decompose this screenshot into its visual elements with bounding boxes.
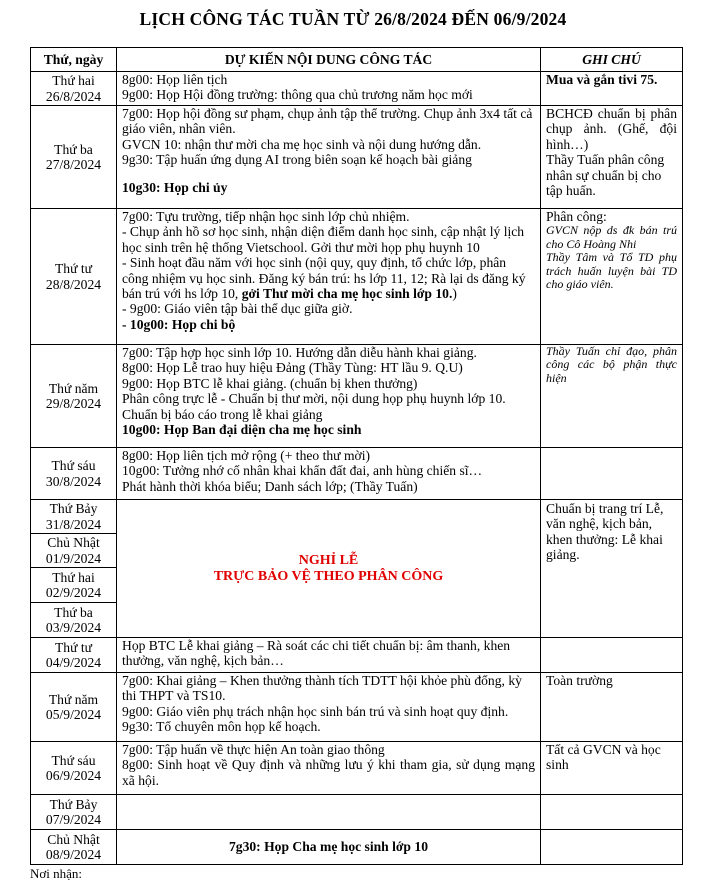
table-row — [31, 500, 683, 534]
weekday: Thứ sáu — [51, 752, 96, 768]
table-row — [31, 795, 683, 830]
note-line: Thầy Tâm và Tổ TD phụ trách huấn luyện bài TD cho giáo viên. — [546, 250, 677, 292]
page-title: LỊCH CÔNG TÁC TUẦN TỪ 26/8/2024 ĐẾN 06/9/2024 — [139, 9, 567, 29]
date: 01/9/2024 — [45, 550, 102, 566]
weekday: Thứ tư — [54, 639, 92, 655]
note-cell — [541, 673, 683, 742]
content-line: 10g00: Họp Ban đại diện cha mẹ học sinh — [122, 422, 362, 438]
note-line: Phân công: — [546, 209, 607, 224]
table-row — [31, 448, 683, 500]
weekday: Thứ Bảy — [49, 796, 98, 812]
content-text: ) — [452, 286, 457, 302]
date: 31/8/2024 — [45, 516, 102, 532]
note-line: Thầy Tuấn chỉ đạo, phân công các bộ phận thực hiện — [546, 344, 677, 385]
weekday: Chủ Nhật — [47, 831, 100, 847]
date: 03/9/2024 — [45, 620, 102, 635]
note-cell — [541, 345, 683, 448]
note-cell — [541, 795, 683, 830]
day-cell — [31, 568, 117, 603]
content-line: Họp BTC Lễ khai giảng – Rà soát các chi tiết chuẩn bị: âm thanh, khen thưởng, văn nghệ, kịch bản… — [122, 638, 511, 669]
content-cell — [117, 106, 541, 209]
content-cell — [117, 209, 541, 345]
day-cell — [31, 638, 117, 673]
table-row — [31, 638, 683, 673]
content-line: 10g30: Họp chi ủy — [122, 179, 228, 195]
date: 05/9/2024 — [45, 707, 102, 722]
footer-recipients: Nơi nhận: — [30, 866, 83, 881]
weekday: Thứ hai — [52, 569, 95, 585]
date: 02/9/2024 — [45, 585, 102, 600]
content-line: 7g00: Tập huấn về thực hiện An toàn giao thông — [122, 742, 385, 757]
day-cell — [31, 830, 117, 865]
content-line: GVCN 10: nhận thư mời cha mẹ học sinh và nội dung hướng dẫn. — [122, 136, 482, 152]
content-line: 8g00: Họp liên tịch — [122, 72, 228, 87]
content-line: 8g00: Sinh hoạt về Quy định và những lưu ý khi tham gia, sử dụng mạng xã hội. — [122, 757, 535, 788]
content-cell — [117, 345, 541, 448]
day-cell — [31, 500, 117, 534]
note-cell — [541, 448, 683, 500]
content-line: 8g00: Họp Lễ trao huy hiệu Đảng (Thầy Tùng: HT lầu 9. Q.U) — [122, 360, 463, 376]
weekday: Thứ hai — [52, 73, 95, 89]
content-line: 9g30: Tổ chuyên môn họp kế hoạch. — [122, 719, 321, 735]
weekday: Thứ ba — [54, 604, 93, 620]
table-row — [31, 106, 683, 209]
note-line: Tất cả GVCN và học sinh — [546, 742, 661, 773]
weekday: Thứ Bảy — [49, 501, 98, 517]
content-line: 10g00: Tưởng nhớ cố nhân khai khẩn đất đai, anh hùng chiến sĩ… — [122, 463, 483, 479]
content-line: - Chụp ảnh hồ sơ học sinh, nhận diện điểm danh học sinh, cập nhật lý lịch học sinh trên hệ thống Vietschool. Gởi thư mời họp phụ huynh 10 — [122, 224, 525, 255]
content-bold: gởi Thư mời cha mẹ học sinh lớp 10. — [241, 286, 453, 302]
header-content: DỰ KIẾN NỘI DUNG CÔNG TÁC — [117, 48, 541, 72]
day-cell — [31, 345, 117, 448]
content-cell — [117, 830, 541, 865]
content-line — [122, 255, 535, 301]
date: 08/9/2024 — [45, 847, 102, 862]
holiday-title: NGHỈ LỄ — [298, 552, 359, 568]
note-line: Toàn trường — [546, 673, 613, 688]
day-cell — [31, 742, 117, 795]
note-cell — [541, 209, 683, 345]
weekday: Thứ năm — [48, 380, 99, 396]
date: 07/9/2024 — [45, 812, 102, 827]
content-text: - Sinh hoạt đầu năm với học sinh (nội quy, quy định, tổ chức lớp, phân công nhiệm vụ học sinh. Đăng ký bán trú: hs lớp 11, 12; Rà lại ds đăng ký bán trú với hs lớp 10, — [122, 255, 526, 302]
content-line: 7g00: Khai giảng – Khen thưởng thành tích TDTT hội khỏe phù đổng, kỳ thi THPT và TS10. — [122, 673, 522, 704]
content-line: 7g00: Tựu trường, tiếp nhận học sinh lớp chủ nhiệm. — [122, 209, 410, 224]
content-line: 9g30: Tập huấn ứng dụng AI trong biên soạn kế hoạch bài giảng — [122, 152, 472, 168]
table-row — [31, 72, 683, 106]
header-day: Thứ, ngày — [31, 48, 117, 72]
content-line: 7g00: Tập hợp học sinh lớp 10. Hướng dẫn diễu hành khai giảng. — [122, 345, 477, 360]
content-line: 9g00: Họp Hội đồng trường: thông qua chủ trương năm học mới — [122, 87, 473, 103]
content-cell — [117, 448, 541, 500]
weekday: Thứ tư — [54, 261, 92, 277]
day-cell — [31, 209, 117, 345]
content-line: 9g00: Giáo viên phụ trách nhận học sinh bán trú và sinh hoạt quy định. — [122, 703, 509, 719]
note-cell — [541, 72, 683, 106]
content-cell — [117, 72, 541, 106]
content-line: Phân công trực lễ - Chuẩn bị thư mời, nội dung họp phụ huynh lớp 10. Chuẩn bị báo cáo trong lễ khai giảng — [122, 391, 506, 422]
day-cell — [31, 795, 117, 830]
table-row — [31, 830, 683, 865]
note-line: GVCN nộp ds đk bán trú cho Cô Hoàng Nhi — [546, 223, 677, 251]
content-line: Phát hành thời khóa biểu; Danh sách lớp; (Thầy Tuấn) — [122, 478, 418, 494]
day-cell — [31, 534, 117, 568]
content-line: - 9g00: Giáo viên tập bài thể dục giữa giờ. — [122, 301, 353, 317]
note-line: Mua và gắn tivi 75. — [546, 72, 658, 87]
content-line: 9g00: Họp BTC lễ khai giảng. (chuẩn bị khen thưởng) — [122, 375, 418, 391]
table-row — [31, 742, 683, 795]
day-cell — [31, 603, 117, 638]
content-line: 8g00: Họp liên tịch mở rộng (+ theo thư mời) — [122, 448, 371, 463]
weekday: Thứ ba — [54, 141, 93, 157]
weekday: Chủ Nhật — [47, 535, 100, 551]
header-row — [31, 48, 683, 72]
content-cell — [117, 742, 541, 795]
content-cell — [117, 795, 541, 830]
schedule-table — [30, 47, 683, 865]
note-cell — [541, 106, 683, 209]
date: 04/9/2024 — [45, 655, 102, 670]
weekday: Thứ năm — [48, 691, 99, 707]
day-cell — [31, 72, 117, 106]
day-cell — [31, 448, 117, 500]
note-line: BCHCĐ chuẩn bị phân chụp ảnh. (Ghế, đội hình…) — [546, 106, 677, 152]
note-cell — [541, 638, 683, 673]
note-cell — [541, 742, 683, 795]
content-line: 7g30: Họp Cha mẹ học sinh lớp 10 — [228, 839, 428, 855]
table-row — [31, 345, 683, 448]
content-line: 7g00: Họp hội đồng sư phạm, chụp ảnh tập thể trường. Chụp ảnh 3x4 tất cả giáo viên, nhân viên. — [122, 106, 533, 137]
day-cell — [31, 106, 117, 209]
table-row — [31, 209, 683, 345]
date: 27/8/2024 — [45, 157, 102, 172]
content-line: - 10g00: Họp chi bộ — [122, 316, 236, 332]
date: 28/8/2024 — [45, 276, 102, 292]
day-cell — [31, 673, 117, 742]
note-line: Thầy Tuấn phân công nhân sự chuẩn bị cho tập huấn. — [546, 152, 665, 199]
note-cell — [541, 830, 683, 865]
date: 26/8/2024 — [45, 88, 102, 104]
header-note: GHI CHÚ — [541, 48, 683, 72]
weekday: Thứ sáu — [51, 458, 96, 474]
date: 29/8/2024 — [45, 396, 102, 411]
note-line: Chuẩn bị trang trí Lễ, văn nghệ, kịch bản, khen thưởng: Lễ khai giảng. — [546, 501, 664, 563]
date: 30/8/2024 — [45, 473, 102, 489]
table-row — [31, 673, 683, 742]
note-cell — [541, 500, 683, 638]
holiday-cell — [117, 500, 541, 638]
date: 06/9/2024 — [45, 768, 102, 783]
content-cell — [117, 638, 541, 673]
content-cell — [117, 673, 541, 742]
holiday-subtitle: TRỰC BẢO VỆ THEO PHÂN CÔNG — [213, 568, 444, 584]
